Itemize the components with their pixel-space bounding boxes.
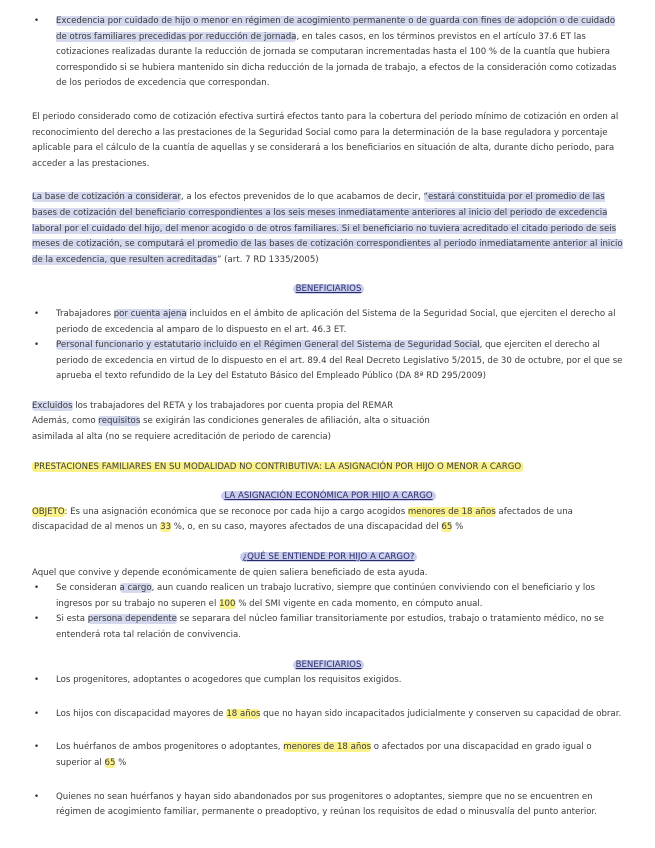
text: ” (art. 7 RD 1335/2005) bbox=[216, 254, 319, 265]
text: Trabajadores bbox=[56, 308, 114, 319]
highlight: menores de 18 años bbox=[283, 742, 372, 753]
text: Quienes no sean huérfanos y hayan sido abandonados por sus progenitores o adoptantes, siempre que no se encuentren en régimen de acogimiento familiar, permanente o preadoptivo, y reúnan los requisitos de edad o minusvalía del punto anterior. bbox=[56, 791, 597, 818]
beneficiarios-list bbox=[32, 307, 625, 385]
text: o afectados por una discapacidad en grado igual o superior al bbox=[56, 742, 592, 768]
highlight: menores de 18 años bbox=[407, 506, 496, 517]
highlight: 33 bbox=[160, 522, 172, 533]
highlight: 65 bbox=[104, 757, 116, 768]
highlight: “estará constituida por el promedio de las bases de cotización del beneficiario correspondientes a los seis meses inmediatamente anteriores al inicio del periodo de excedencia laboral por el cuidado del hijo, del menor acogido o de otros familiares. Si el beneficiario no tuviera acreditado el citado periodo de seis meses de cotización, se computará el promedio de las bases de cotización correspondientes al periodo inmediatamente anterior al inicio de la excedencia, que resulten acreditadas bbox=[32, 192, 623, 265]
text: Los huérfanos de ambos progenitores o adoptantes, bbox=[56, 742, 284, 753]
heading-text: BENEFICIARIOS bbox=[293, 660, 365, 670]
section-heading bbox=[32, 282, 625, 298]
highlight: Personal funcionario y estatutario incluido en el Régimen General del Sistema de Seguridad Social bbox=[56, 340, 480, 351]
text: Los hijos con discapacidad mayores de bbox=[56, 708, 227, 719]
list-item bbox=[32, 581, 625, 612]
text: % bbox=[452, 522, 464, 533]
highlight: Excluidos bbox=[32, 400, 73, 411]
highlight: OBJETO bbox=[32, 506, 65, 517]
cargo-list bbox=[32, 581, 625, 643]
text: Si esta bbox=[56, 614, 88, 625]
heading-text: LA ASIGNACIÓN ECONÓMICA POR HIJO A CARGO bbox=[221, 491, 435, 501]
text: % del SMI vigente en cada momento, en cómputo anual. bbox=[235, 598, 483, 609]
text: afectados de una discapacidad de al menos un bbox=[32, 506, 573, 533]
text: asimilada al alta (no se requiere acreditación de periodo de carencia) bbox=[32, 432, 332, 443]
list-item bbox=[32, 707, 625, 723]
highlight: 18 años bbox=[226, 708, 261, 719]
list-item bbox=[32, 673, 625, 689]
text: que no hayan sido incapacitados judicialmente y conserven su capacidad de obrar. bbox=[260, 708, 622, 719]
highlight: persona dependente bbox=[87, 614, 177, 625]
paragraph-excluidos bbox=[32, 399, 625, 446]
text: , que ejerciten el derecho al periodo de excedencia en virtud de lo dispuesto en el art. 89.4 del Real Decreto Legislativo 5/2015, de 30 de octubre, por el que se aprueba el texto refundido de la Ley del Estatuto Básico del Empleado Público (DA 8ª RD 295/2009) bbox=[56, 340, 623, 382]
section-heading bbox=[32, 489, 625, 505]
highlight: requisitos bbox=[98, 416, 141, 427]
highlight: a cargo bbox=[119, 583, 152, 594]
list-item bbox=[32, 790, 625, 821]
paragraph-base bbox=[32, 190, 625, 268]
list-item bbox=[32, 612, 625, 643]
text: se exigirán las condiciones generales de afiliación, alta o situación bbox=[140, 416, 430, 427]
text: Los progenitores, adoptantes o acogedores que cumplan los requisitos exigidos. bbox=[56, 675, 402, 686]
beneficiarios-list-2 bbox=[32, 673, 625, 821]
highlight: PRESTACIONES FAMILIARES EN SU MODALIDAD NO CONTRIBUTIVA: LA ASIGNACIÓN POR HIJO O MENOR A CARGO bbox=[34, 461, 522, 472]
highlight: 100 bbox=[219, 598, 236, 609]
text: : Es una asignación económica que se reconoce por cada hijo a cargo acogidos bbox=[64, 506, 408, 517]
excedencia-list bbox=[32, 14, 625, 92]
text: %, o, en su caso, mayores afectados de una discapacidad del bbox=[171, 522, 442, 533]
list-item bbox=[32, 307, 625, 338]
text: se separara del núcleo familiar transitoriamente por estudios, trabajo o tratamiento médico, no se entenderá rota tal relación de convivencia. bbox=[56, 614, 604, 640]
highlight: 65 bbox=[441, 522, 453, 533]
prestaciones-title bbox=[32, 460, 625, 476]
text: , en tales casos, en los términos previstos en el artículo 37.6 ET las cotizaciones realizadas durante la reducción de jornada se computaran incrementadas hasta el 100 % de la cuantía que hubiera correspondido si se hubiera mantenido sin dicha reducción de la jornada de trabajo, a efectos de la consideración como cotizadas de los periodos de excedencia que correspondan. bbox=[56, 31, 617, 89]
paragraph-cargo-intro: Aquel que convive y depende económicamente de quien saliera beneficiado de esta ayuda. bbox=[32, 567, 428, 578]
text: los trabajadores del RETA y los trabajadores por cuenta propia del REMAR bbox=[72, 400, 394, 411]
text: Además, como bbox=[32, 416, 99, 427]
list-item bbox=[32, 14, 625, 92]
heading-text: ¿QUÉ SE ENTIENDE POR HIJO A CARGO? bbox=[240, 552, 418, 562]
section-heading bbox=[32, 658, 625, 674]
list-item bbox=[32, 338, 625, 385]
highlight: por cuenta ajena bbox=[113, 308, 187, 319]
highlight: La base de cotización a considerar bbox=[32, 192, 181, 203]
text: , a los efectos prevenidos de lo que acabamos de decir, bbox=[180, 192, 424, 203]
highlight: Excedencia por cuidado de hijo o menor en régimen de acogimiento permanente o de guarda con fines de adopción o de cuidado de otros familiares precedidas por reducción de jornada bbox=[56, 16, 616, 42]
heading-text: BENEFICIARIOS bbox=[293, 284, 365, 294]
text: incluidos en el ámbito de aplicación del Sistema de la Seguridad Social, que ejerciten el derecho al periodo de excedencia al amparo de lo dispuesto en el art. 46.3 ET. bbox=[56, 308, 616, 335]
list-item bbox=[32, 740, 625, 771]
text: , aun cuando realicen un trabajo lucrativo, siempre que continúen conviviendo con el beneficiario y los ingresos por su trabajo no superen el bbox=[56, 583, 596, 609]
paragraph-objeto bbox=[32, 505, 625, 536]
section-heading bbox=[32, 550, 625, 566]
paragraph-cotizacion: El periodo considerado como de cotización efectiva surtirá efectos tanto para la cobertura del periodo mínimo de cotización en orden al reconocimiento del derecho a las prestaciones de la Seguridad Social como para la determinación de la base reguladora y porcentaje aplicable para el cálculo de la cuantía de aquellas y se considerará a los beneficiarios en situación de alta, durante dicho periodo, para acceder a las prestaciones. bbox=[32, 111, 619, 169]
text: Se consideran bbox=[56, 583, 120, 594]
text: % bbox=[115, 757, 127, 768]
